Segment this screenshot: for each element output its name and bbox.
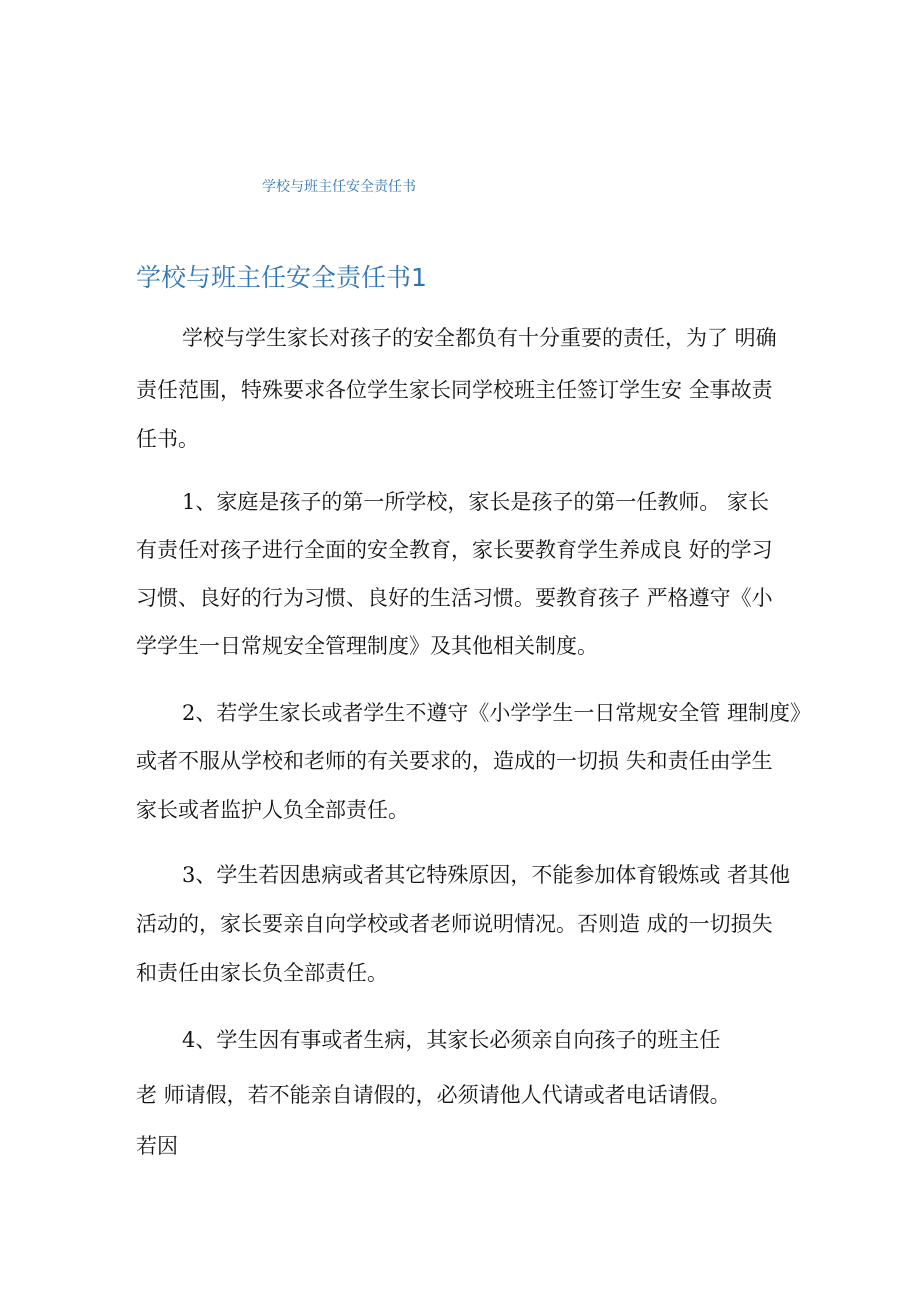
- paragraph-line: 2、若学生家长或者学生不遵守《小学学生一日常规安全管 理制度》: [182, 701, 812, 725]
- paragraph-line: 家长或者监护人负全部责任。: [136, 798, 409, 822]
- paragraph-line: 老 师请假，若不能亲自请假的，必须请他人代请或者电话请假。: [136, 1083, 731, 1107]
- paragraph-line: 若因: [136, 1134, 178, 1158]
- paragraph-line: 学学生一日常规安全管理制度》及其他相关制度。: [136, 634, 598, 658]
- paragraph-line: 或者不服从学校和老师的有关要求的，造成的一切损 失和责任由学生: [136, 749, 773, 773]
- paragraph-line: 4、学生因有事或者生病，其家长必须亲自向孩子的班主任: [182, 1028, 721, 1052]
- paragraph-line: 任书。: [136, 427, 199, 451]
- paragraph-line: 1、家庭是孩子的第一所学校，家长是孩子的第一任教师。 家长: [182, 490, 770, 514]
- paragraph-line: 责任范围，特殊要求各位学生家长同学校班主任签订学生安 全事故责: [136, 378, 773, 402]
- paragraph-line: 和责任由家长负全部责任。: [136, 961, 388, 985]
- paragraph-line: 习惯、良好的行为习惯、良好的生活习惯。要教育孩子 严格遵守《小: [136, 586, 773, 610]
- document-header-title: 学校与班主任安全责任书: [262, 179, 416, 195]
- section-heading: 学校与班主任安全责任书1: [136, 263, 427, 292]
- paragraph-line: 学校与学生家长对孩子的安全都负有十分重要的责任，为了 明确: [182, 326, 777, 350]
- paragraph-line: 有责任对孩子进行全面的安全教育，家长要教育学生养成良 好的学习: [136, 538, 773, 562]
- paragraph-line: 活动的，家长要亲自向学校或者老师说明情况。否则造 成的一切损失: [136, 912, 773, 936]
- paragraph-line: 3、学生若因患病或者其它特殊原因，不能参加体育锻炼或 者其他: [182, 863, 791, 887]
